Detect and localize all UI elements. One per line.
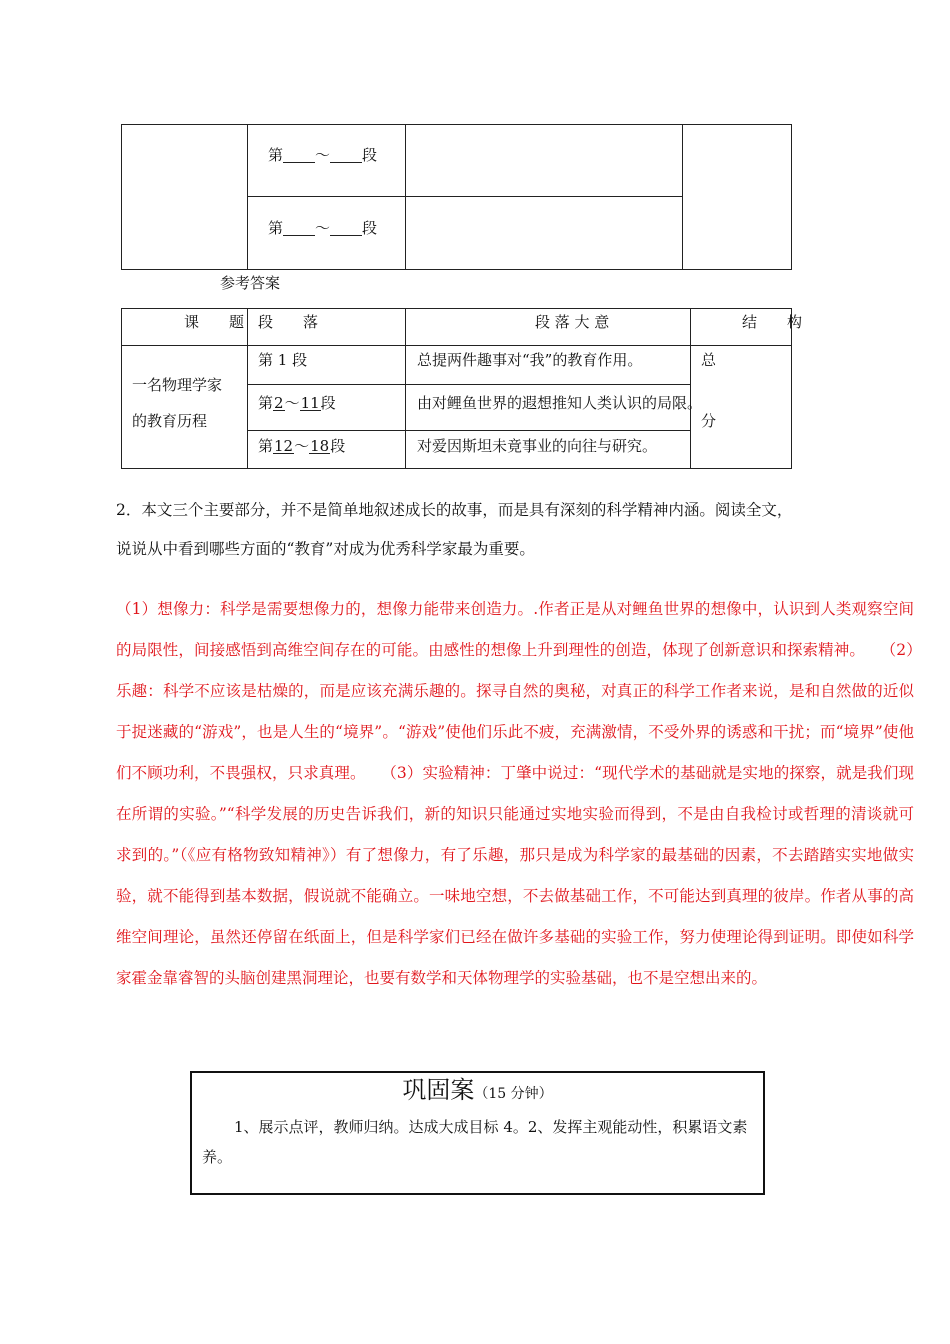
row-1-structure: 总: [701, 351, 717, 369]
answer-text: （1）想像力：科学是需要想像力的，想像力能带来创造力。.作者正是从对鲤鱼世界的想像中，认识到人类观察空间的局限性，间接感悟到高维空间存在的可能。由感性的想像上升到理性的创造，体现了创新意识和探索精神。 （2）乐趣：科学不应该是枯燥的，而是应该充满乐趣的。探寻自然的奥秘，对真正的科学工作者来说，是和自然做的近似于捉迷藏的“游戏”，也是人生的“境界”。“游戏”使他们乐此不疲，充满激情，不受外界的诱惑和干扰；而“境界”使他们不顾功利，不畏强权，只求真理。 （3）实验精神：丁肇中说过：“现代学术的基础就是实地的探察，就是我们现在所谓的实验。”“科学发展的历史告诉我们，新的知识只能通过实地实验而得到，不是由自我检讨或哲理的清谈就可求到的。”（《应有格物致知精神》）有了想像力，有了乐趣，那只是成为科学家的最基础的因素，不去踏踏实实地做实验，就不能得到基本数据，假说就不能确立。一味地空想，不去做基础工作，不可能达到真理的彼岸。作者从事的高维空间理论，虽然还停留在纸面上，但是科学家们已经在做许多基础的实验工作，努力使理论得到证明。即使如科学家霍金靠睿智的头脑创建黑洞理论，也要有数学和天体物理学的实验基础，也不是空想出来的。: [116, 600, 914, 987]
row-2-structure: 分: [701, 412, 717, 430]
top-table-divider: [405, 124, 406, 270]
topic-line-2: 的教育历程: [132, 412, 208, 430]
topic-line-1: 一名物理学家: [132, 376, 223, 394]
answer-table-divider: [247, 308, 248, 469]
header-meaning: 段 落 大 意: [535, 313, 610, 331]
question-line-1: 2．本文三个主要部分，并不是简单地叙述成长的故事，而是具有深刻的科学精神内涵。阅读全文，: [116, 501, 793, 519]
answer-table-row-divider: [247, 430, 691, 431]
answer-table-divider: [405, 308, 406, 469]
question-line-2: 说说从中看到哪些方面的“教育”对成为优秀科学家最为重要。: [116, 540, 535, 558]
header-topic: 课 题: [184, 313, 245, 331]
row-1-meaning: 总提两件趣事对“我”的教育作用。: [417, 351, 643, 369]
header-paragraph: 段 落: [258, 313, 319, 331]
row-2-paragraph: 第2～11段: [258, 394, 336, 412]
top-table-divider: [247, 124, 248, 270]
row-3-paragraph: 第12～18段: [258, 437, 346, 455]
answer-table-row-divider: [247, 384, 691, 385]
top-table: [121, 124, 792, 270]
header-structure: 结 构: [742, 313, 803, 331]
consolidation-title: 巩固案: [402, 1076, 475, 1104]
answer-table-divider: [690, 308, 691, 469]
top-table-row-1: 第 ～ 段: [268, 146, 378, 164]
row-2-meaning: 由对鲤鱼世界的遐想推知人类认识的局限。: [417, 394, 703, 412]
row-3-meaning: 对爱因斯坦未竟事业的向往与研究。: [417, 437, 658, 455]
top-table-divider: [682, 124, 683, 270]
consolidation-body: 1、展示点评，教师归纳。达成大成目标 4。2、发挥主观能动性，积累语文素养。: [202, 1118, 748, 1166]
answer-table-header-divider: [121, 345, 792, 346]
top-table-row-divider: [247, 196, 683, 197]
row-1-paragraph: 第 1 段: [258, 351, 308, 369]
answer-heading: 参考答案: [220, 274, 281, 292]
consolidation-title-row: [190, 1075, 765, 1105]
top-table-row-2: 第 ～ 段: [268, 219, 378, 237]
consolidation-time: （15 分钟）: [474, 1086, 553, 1102]
